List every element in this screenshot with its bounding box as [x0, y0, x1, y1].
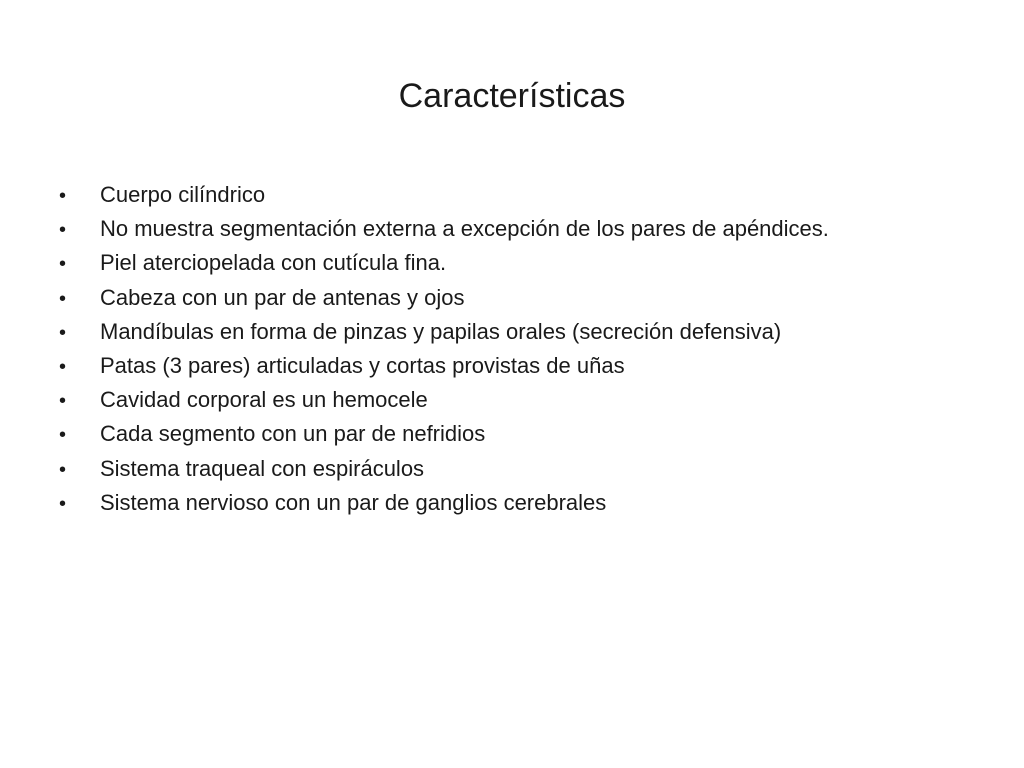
bullet-icon: • — [59, 287, 67, 310]
bullet-text: No muestra segmentación externa a excepción de los pares de apéndices. — [100, 216, 829, 242]
list-item — [56, 417, 996, 451]
list-item — [56, 452, 996, 486]
list-item — [56, 486, 996, 520]
bullet-text: Sistema nervioso con un par de ganglios cerebrales — [100, 489, 607, 515]
bullet-text: Cavidad corporal es un hemocele — [100, 387, 428, 413]
bullet-text: Cabeza con un par de antenas y ojos — [100, 284, 465, 310]
list-item — [56, 178, 996, 212]
list-item — [56, 212, 996, 246]
bullet-icon: • — [59, 492, 67, 515]
bullet-icon: • — [59, 424, 67, 447]
list-item — [56, 383, 996, 417]
bullet-icon: • — [59, 185, 67, 207]
bullet-icon: • — [59, 458, 67, 481]
list-item — [56, 246, 996, 280]
bullet-text: Cuerpo cilíndrico — [100, 182, 266, 207]
bullet-text: Cada segmento con un par de nefridios — [100, 421, 486, 447]
bullet-text: Sistema traqueal con espiráculos — [100, 455, 425, 481]
bullet-text: Piel aterciopelada con cutícula fina. — [100, 250, 447, 276]
bullet-icon: • — [59, 253, 67, 276]
bullet-list — [56, 178, 996, 520]
list-item — [56, 349, 996, 383]
bullet-icon: • — [59, 321, 67, 344]
bullet-text: Mandíbulas en forma de pinzas y papilas orales (secreción defensiva) — [100, 318, 782, 344]
bullet-icon: • — [59, 390, 67, 413]
bullet-icon: • — [59, 355, 67, 378]
list-item — [56, 281, 996, 315]
list-item — [56, 315, 996, 349]
slide-title: Características — [398, 77, 626, 115]
bullet-text: Patas (3 pares) articuladas y cortas provistas de uñas — [100, 352, 625, 378]
bullet-icon: • — [59, 219, 67, 242]
